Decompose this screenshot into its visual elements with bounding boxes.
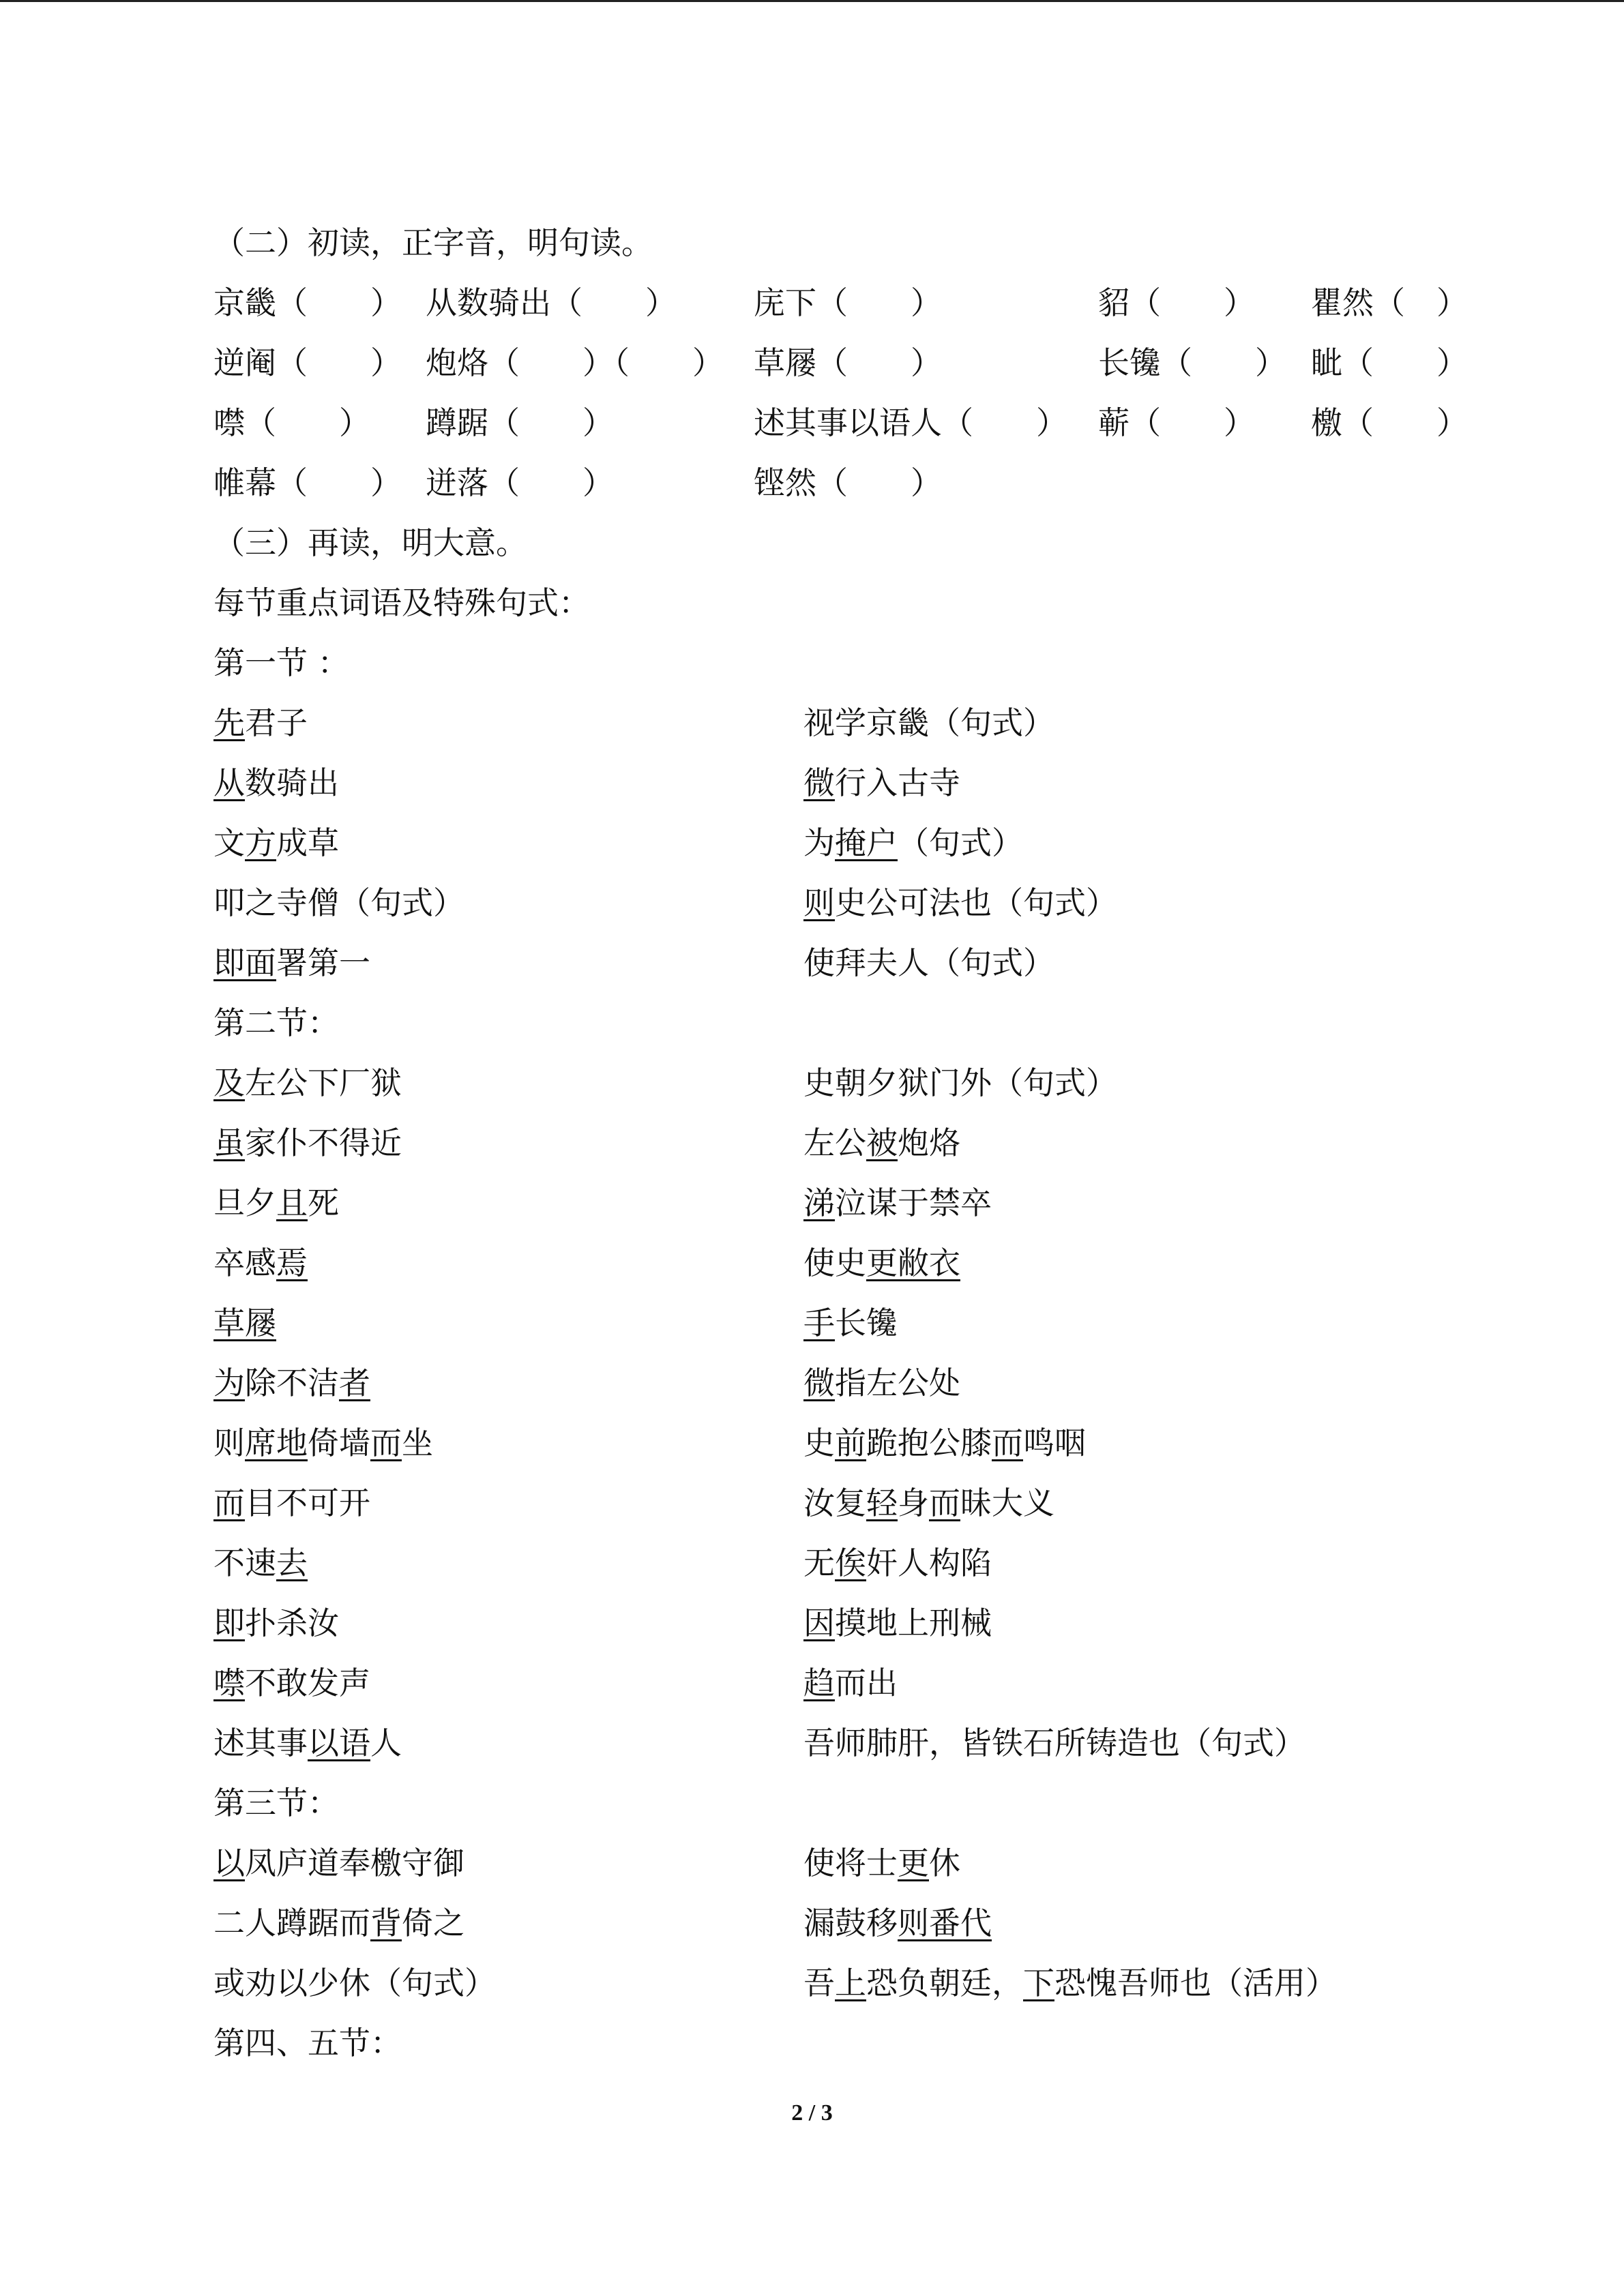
vocab-item <box>803 1173 992 1233</box>
key-word: 轻 <box>866 1485 898 1521</box>
key-word: 涕 <box>803 1184 835 1221</box>
word-text: 述其事 <box>213 1725 308 1761</box>
word-text: 漏鼓移 <box>803 1905 898 1941</box>
pronunciation-item: 蹲踞（ ） <box>426 404 614 441</box>
section-title <box>213 633 1475 693</box>
vocab-item <box>213 933 370 993</box>
word-text: 叩之寺僧（句式） <box>213 884 464 921</box>
section-title-text: 第二节： <box>213 1004 339 1041</box>
word-text: 恐愧吾师也（活用） <box>1054 1965 1337 2001</box>
key-word: 而 <box>992 1425 1023 1461</box>
word-text: 不敢发声 <box>245 1665 370 1701</box>
vocab-item <box>213 1953 496 2013</box>
vocab-item <box>803 1893 992 1953</box>
section-title <box>213 993 1475 1053</box>
reading-row <box>213 453 1475 513</box>
word-text: 君子 <box>245 704 308 741</box>
word-text: 昧大义 <box>960 1485 1054 1521</box>
heading-second-reading <box>213 213 1475 273</box>
word-text: （句式） <box>898 824 1023 861</box>
word-text: 凤庐道奉檄守御 <box>245 1845 464 1881</box>
pronunciation-item: 噤（ ） <box>213 404 370 441</box>
vocab-item <box>803 1113 960 1173</box>
vocab-item <box>213 1293 276 1353</box>
pronunciation-item: 帷幕（ ） <box>213 464 402 501</box>
word-text: 坐 <box>402 1425 433 1461</box>
key-word: 噤 <box>213 1665 245 1701</box>
vocab-row <box>213 1233 1475 1293</box>
top-border <box>0 0 1624 2</box>
heading-text: （三）再读，明大意。 <box>213 524 527 561</box>
word-text: 左公下厂狱 <box>245 1064 402 1101</box>
vocab-row <box>213 1353 1475 1413</box>
vocab-item <box>213 1473 370 1533</box>
pronunciation-item: 檄（ ） <box>1311 404 1468 441</box>
key-word: 从 <box>213 764 245 801</box>
key-word: 且 <box>276 1184 308 1221</box>
pronunciation-item: 长镵（ ） <box>1098 344 1286 381</box>
word-text: 除不洁 <box>245 1365 339 1401</box>
key-word: 席地 <box>245 1425 308 1461</box>
vocab-item <box>213 753 339 813</box>
vocab-item <box>803 1833 960 1893</box>
vocab-item <box>803 1353 960 1413</box>
word-text: 恐负朝廷， <box>866 1965 1023 2001</box>
vocab-item <box>213 1893 464 1953</box>
key-word: 则番代 <box>898 1905 992 1941</box>
word-text: 左公 <box>803 1124 866 1161</box>
word-text: 文 <box>213 824 245 861</box>
vocab-row <box>213 1533 1475 1593</box>
vocab-item <box>803 1953 1337 2013</box>
vocab-item <box>213 1053 402 1113</box>
word-text: 卒感 <box>213 1244 276 1281</box>
page-number: 2 / 3 <box>791 2100 833 2126</box>
key-word: 更 <box>898 1845 929 1881</box>
vocab-item <box>213 1413 433 1473</box>
pronunciation-item: 蕲（ ） <box>1098 404 1255 441</box>
vocab-row <box>213 1893 1475 1953</box>
key-word: 以 <box>213 1845 245 1881</box>
vocab-item <box>803 1473 1054 1533</box>
word-text: 署第一 <box>276 944 370 981</box>
vocab-item <box>803 1293 898 1353</box>
word-text: 鸣咽 <box>1023 1425 1086 1461</box>
key-word: 去 <box>276 1545 308 1581</box>
vocab-row <box>213 1053 1475 1113</box>
key-word: 焉 <box>276 1244 308 1281</box>
pronunciation-item: 貂（ ） <box>1098 284 1255 321</box>
vocab-row <box>213 1953 1475 2013</box>
vocab-item <box>803 1053 1117 1113</box>
pronunciation-item: 眦（ ） <box>1311 344 1468 381</box>
key-word: 因 <box>803 1605 835 1641</box>
word-text: 家仆不得近 <box>245 1124 402 1161</box>
vocab-item <box>213 1113 402 1173</box>
intro-text: 每节重点词语及特殊句式： <box>213 584 590 621</box>
pronunciation-item: 述其事以语人（ ） <box>754 404 1067 441</box>
key-word: 背 <box>370 1905 402 1941</box>
word-text: 跪抱公膝 <box>866 1425 992 1461</box>
vocab-row <box>213 1593 1475 1653</box>
key-word: 上 <box>835 1965 866 2001</box>
vocab-item <box>213 1353 370 1413</box>
key-word: 俟 <box>835 1545 866 1581</box>
intro-line <box>213 573 1475 633</box>
key-word: 虽 <box>213 1124 245 1161</box>
vocab-item <box>803 1653 898 1713</box>
vocab-item <box>803 1593 992 1653</box>
word-text: 不速 <box>213 1545 276 1581</box>
key-word: 前 <box>835 1425 866 1461</box>
word-text: 扑杀汝 <box>245 1605 339 1641</box>
vocab-item <box>213 1533 308 1593</box>
vocab-item <box>803 693 1054 753</box>
word-text: 使将士 <box>803 1845 898 1881</box>
word-text: 史朝夕狱门外（句式） <box>803 1064 1117 1101</box>
vocab-item <box>803 753 960 813</box>
vocab-row <box>213 1413 1475 1473</box>
vocab-item <box>213 1233 308 1293</box>
key-word: 者 <box>339 1365 370 1401</box>
word-text: 长镵 <box>835 1304 898 1341</box>
word-text: 休 <box>929 1845 960 1881</box>
pronunciation-item: 庑下（ ） <box>754 284 942 321</box>
pronunciation-item: 迸落（ ） <box>426 464 614 501</box>
word-text: 使拜夫人（句式） <box>803 944 1054 981</box>
reading-row <box>213 393 1475 453</box>
vocab-item <box>213 873 464 933</box>
vocab-item <box>803 1413 1086 1473</box>
word-text: 倚之 <box>402 1905 464 1941</box>
vocab-row <box>213 1473 1475 1533</box>
key-word: 及 <box>213 1064 245 1101</box>
vocab-item <box>213 813 339 873</box>
vocab-item <box>213 1833 464 1893</box>
vocab-item <box>803 1713 1305 1773</box>
word-text: 史公可法也（句式） <box>835 884 1117 921</box>
word-text: 吾师肺肝，皆铁石所铸造也（句式） <box>803 1725 1305 1761</box>
pronunciation-item: 铿然（ ） <box>754 464 942 501</box>
heading-third-reading <box>213 513 1475 573</box>
word-text: 奸人构陷 <box>866 1545 992 1581</box>
word-text: 史 <box>803 1425 835 1461</box>
section-title-text: 第一节 ： <box>213 644 349 681</box>
word-text: 汝复 <box>803 1485 866 1521</box>
reading-row <box>213 333 1475 393</box>
section-title <box>213 2013 1475 2073</box>
vocab-item <box>803 873 1117 933</box>
vocab-item <box>803 813 1023 873</box>
word-text: 成草 <box>276 824 339 861</box>
key-word: 即面 <box>213 944 276 981</box>
pronunciation-item: 从数骑出（ ） <box>426 284 677 321</box>
section-title <box>213 1773 1475 1833</box>
word-text: 旦夕 <box>213 1184 276 1221</box>
key-word: 更敝衣 <box>866 1244 960 1281</box>
word-text: 炮烙 <box>898 1124 960 1161</box>
key-word: 草屦 <box>213 1304 276 1341</box>
word-text: 数骑出 <box>245 764 339 801</box>
word-text: 而出 <box>835 1665 898 1701</box>
key-word: 被 <box>866 1124 898 1161</box>
key-word: 以语 <box>308 1725 370 1761</box>
word-text: 使史 <box>803 1244 866 1281</box>
key-word: 趋 <box>803 1665 835 1701</box>
pronunciation-item: 京畿（ ） <box>213 284 402 321</box>
word-text: 目不可开 <box>245 1485 370 1521</box>
key-word: 掩户 <box>835 824 898 861</box>
key-word: 即 <box>213 1605 245 1641</box>
word-text: 二人蹲踞而 <box>213 1905 370 1941</box>
vocab-row <box>213 1113 1475 1173</box>
pronunciation-item: 瞿然（ ） <box>1311 284 1468 321</box>
key-word: 而 <box>213 1485 245 1521</box>
vocab-row <box>213 1713 1475 1773</box>
vocab-row <box>213 933 1475 993</box>
vocab-item <box>213 1173 339 1233</box>
vocab-item <box>803 1233 960 1293</box>
word-text: 为 <box>803 824 835 861</box>
vocab-item <box>803 933 1054 993</box>
heading-text: （二）初读，正字音，明句读。 <box>213 224 653 261</box>
word-text: 倚墙 <box>308 1425 370 1461</box>
word-text: 行入古寺 <box>835 764 960 801</box>
key-word: 而 <box>929 1485 960 1521</box>
vocab-item <box>213 693 308 753</box>
section-title-text: 第四、五节： <box>213 2025 402 2061</box>
document-page <box>213 213 1475 2073</box>
key-word: 下 <box>1023 1965 1054 2001</box>
key-word: 微 <box>803 1365 835 1401</box>
vocab-row <box>213 813 1475 873</box>
word-text: 无 <box>803 1545 835 1581</box>
pronunciation-item: 草屦（ ） <box>754 344 942 381</box>
vocab-row <box>213 1833 1475 1893</box>
section-title-text: 第三节： <box>213 1785 339 1821</box>
key-word: 方 <box>245 824 276 861</box>
vocab-item <box>803 1533 992 1593</box>
key-word: 手 <box>803 1304 835 1341</box>
word-text: 摸地上刑械 <box>835 1605 992 1641</box>
vocab-row <box>213 1653 1475 1713</box>
word-text: 人 <box>370 1725 402 1761</box>
key-word: 先 <box>213 704 245 741</box>
vocab-row <box>213 873 1475 933</box>
vocab-item <box>213 1593 339 1653</box>
key-word: 则 <box>803 884 835 921</box>
word-text: 或劝以少休（句式） <box>213 1965 496 2001</box>
word-text: 视学京畿（句式） <box>803 704 1054 741</box>
word-text: 死 <box>308 1184 339 1221</box>
vocab-row <box>213 693 1475 753</box>
vocab-item <box>213 1713 402 1773</box>
vocab-row <box>213 753 1475 813</box>
vocab-item <box>213 1653 370 1713</box>
word-text: 身 <box>898 1485 929 1521</box>
word-text: 泣谋于禁卒 <box>835 1184 992 1221</box>
pronunciation-item: 逆阉（ ） <box>213 344 402 381</box>
word-text: 则 <box>213 1425 245 1461</box>
key-word: 而 <box>370 1425 402 1461</box>
key-word: 为 <box>213 1365 245 1401</box>
word-text: 吾 <box>803 1965 835 2001</box>
reading-row <box>213 273 1475 333</box>
pronunciation-item: 炮烙（ ）（ ） <box>426 344 724 381</box>
key-word: 微 <box>803 764 835 801</box>
word-text: 指左公处 <box>835 1365 960 1401</box>
vocab-row <box>213 1173 1475 1233</box>
vocab-row <box>213 1293 1475 1353</box>
